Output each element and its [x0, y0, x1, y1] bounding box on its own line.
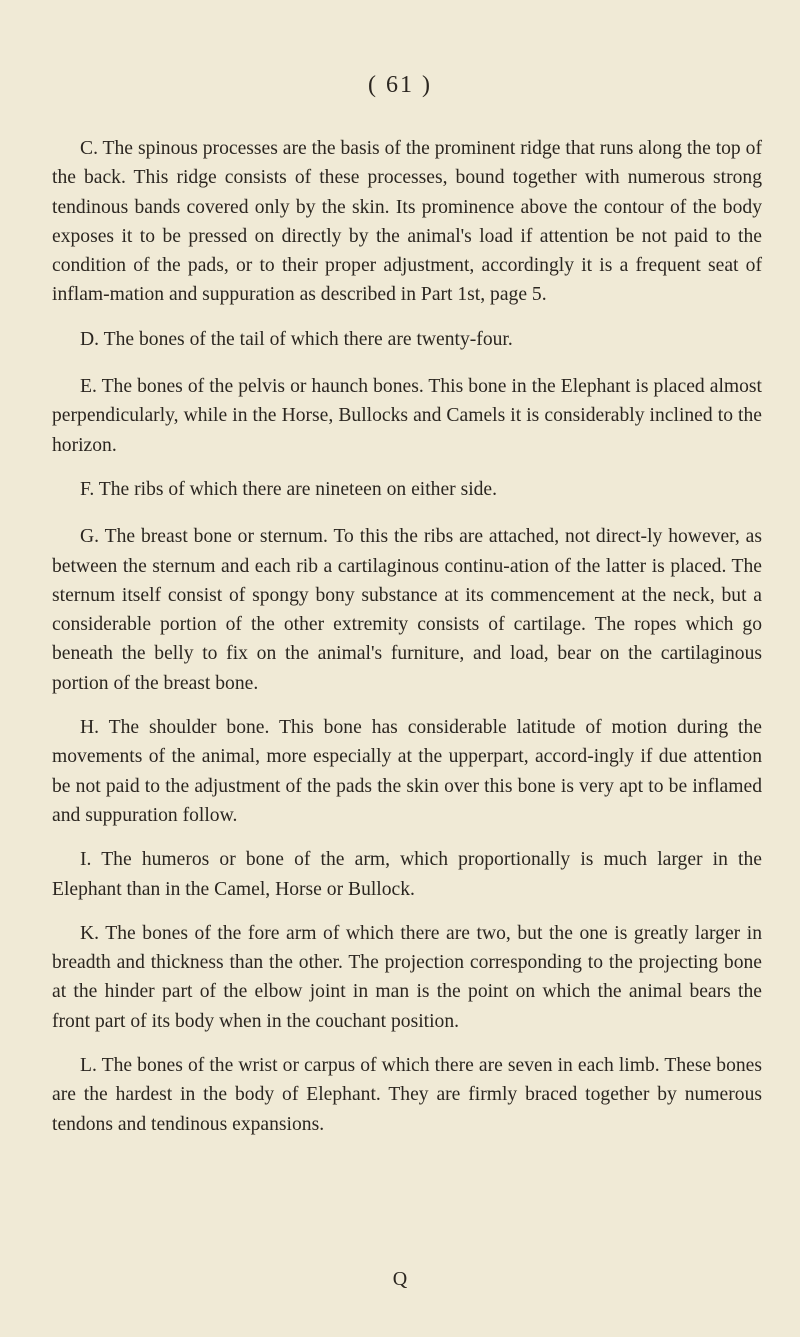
- paragraph-text: The humeros or bone of the arm, which proportionally is much larger in the Elephant than in the Camel, Horse or Bullock.: [52, 849, 762, 900]
- paragraph-label: L.: [80, 1055, 97, 1077]
- paragraph-label: G.: [80, 526, 100, 548]
- paragraph-label: K.: [80, 922, 100, 944]
- paragraph-text: The breast bone or sternum. To this the ribs are attached, not direct-ly however, as between the sternum and each rib a cartilaginous continu-ation of the latter is placed. The sternum itself consist of spongy bony substance at its commencement at the neck, but a considerable portion of the other extremity consists of cartilage. The ropes which go beneath the belly to fix on the animal's furniture, and load, bear on the cartilaginous portion of the breast bone.: [52, 526, 763, 694]
- paragraph-text: The bones of the wrist or carpus of which there are seven in each limb. These bones are the hardest in the body of Elephant. They are firmly braced together by numerous tendons and tendinous expansions.: [52, 1055, 762, 1135]
- paragraph-f: [52, 475, 762, 504]
- paragraph-label: C.: [80, 138, 98, 159]
- paragraph-label: F.: [80, 478, 95, 500]
- paragraph-text: The spinous processes are the basis of the prominent ridge that runs along the top of the back. This ridge consists of these processes, bound together with numerous strong tendinous bands covered only by the skin. Its prominence above the contour of the body exposes it to be pressed on directly by the animal's load if attention be not paid to the condition of the pads, or to their proper adjustment, accordingly it is a frequent seat of inflam-mation and suppuration as described in Part 1st, page 5.: [52, 138, 762, 306]
- paragraph-l: [52, 1051, 762, 1139]
- paragraph-text: The ribs of which there are nineteen on either side.: [98, 478, 498, 500]
- paragraph-text: The bones of the fore arm of which there are two, but the one is greatly larger in breadth and thickness than the other. The projection corresponding to the projecting bone at the hinder part of the elbow joint in man is the point on which the animal bears the front part of its body when in the couchant position.: [52, 922, 762, 1032]
- paragraph-label: E.: [80, 376, 97, 398]
- paragraph-d: [52, 325, 762, 354]
- paragraph-text: The shoulder bone. This bone has considerable latitude of motion during the movements of the animal, more especially at the upperpart, accord-ingly if due attention be not paid to the adjustment of the pads the skin over this bone is very apt to be inflamed and suppuration follow.: [52, 717, 762, 826]
- paragraph-i: [52, 845, 762, 904]
- paragraph-label: D.: [80, 328, 100, 350]
- paragraph-text: The bones of the pelvis or haunch bones. This bone in the Elephant is placed almost perpendicularly, while in the Horse, Bullocks and Camels it is considerably inclined to the horizon.: [52, 376, 762, 456]
- page-number: ( 61 ): [368, 72, 432, 98]
- paragraph-k: [52, 919, 762, 1036]
- signature-mark: Q: [392, 1268, 408, 1290]
- paragraph-h: [52, 713, 762, 830]
- paragraph-text: The bones of the tail of which there are twenty-four.: [103, 328, 513, 350]
- paragraph-g: [52, 522, 762, 698]
- paragraph-e: [52, 372, 762, 460]
- paragraph-c: [52, 134, 762, 310]
- paragraph-label: H.: [80, 717, 100, 739]
- page-body: [52, 134, 762, 1154]
- paragraph-label: I.: [80, 849, 92, 871]
